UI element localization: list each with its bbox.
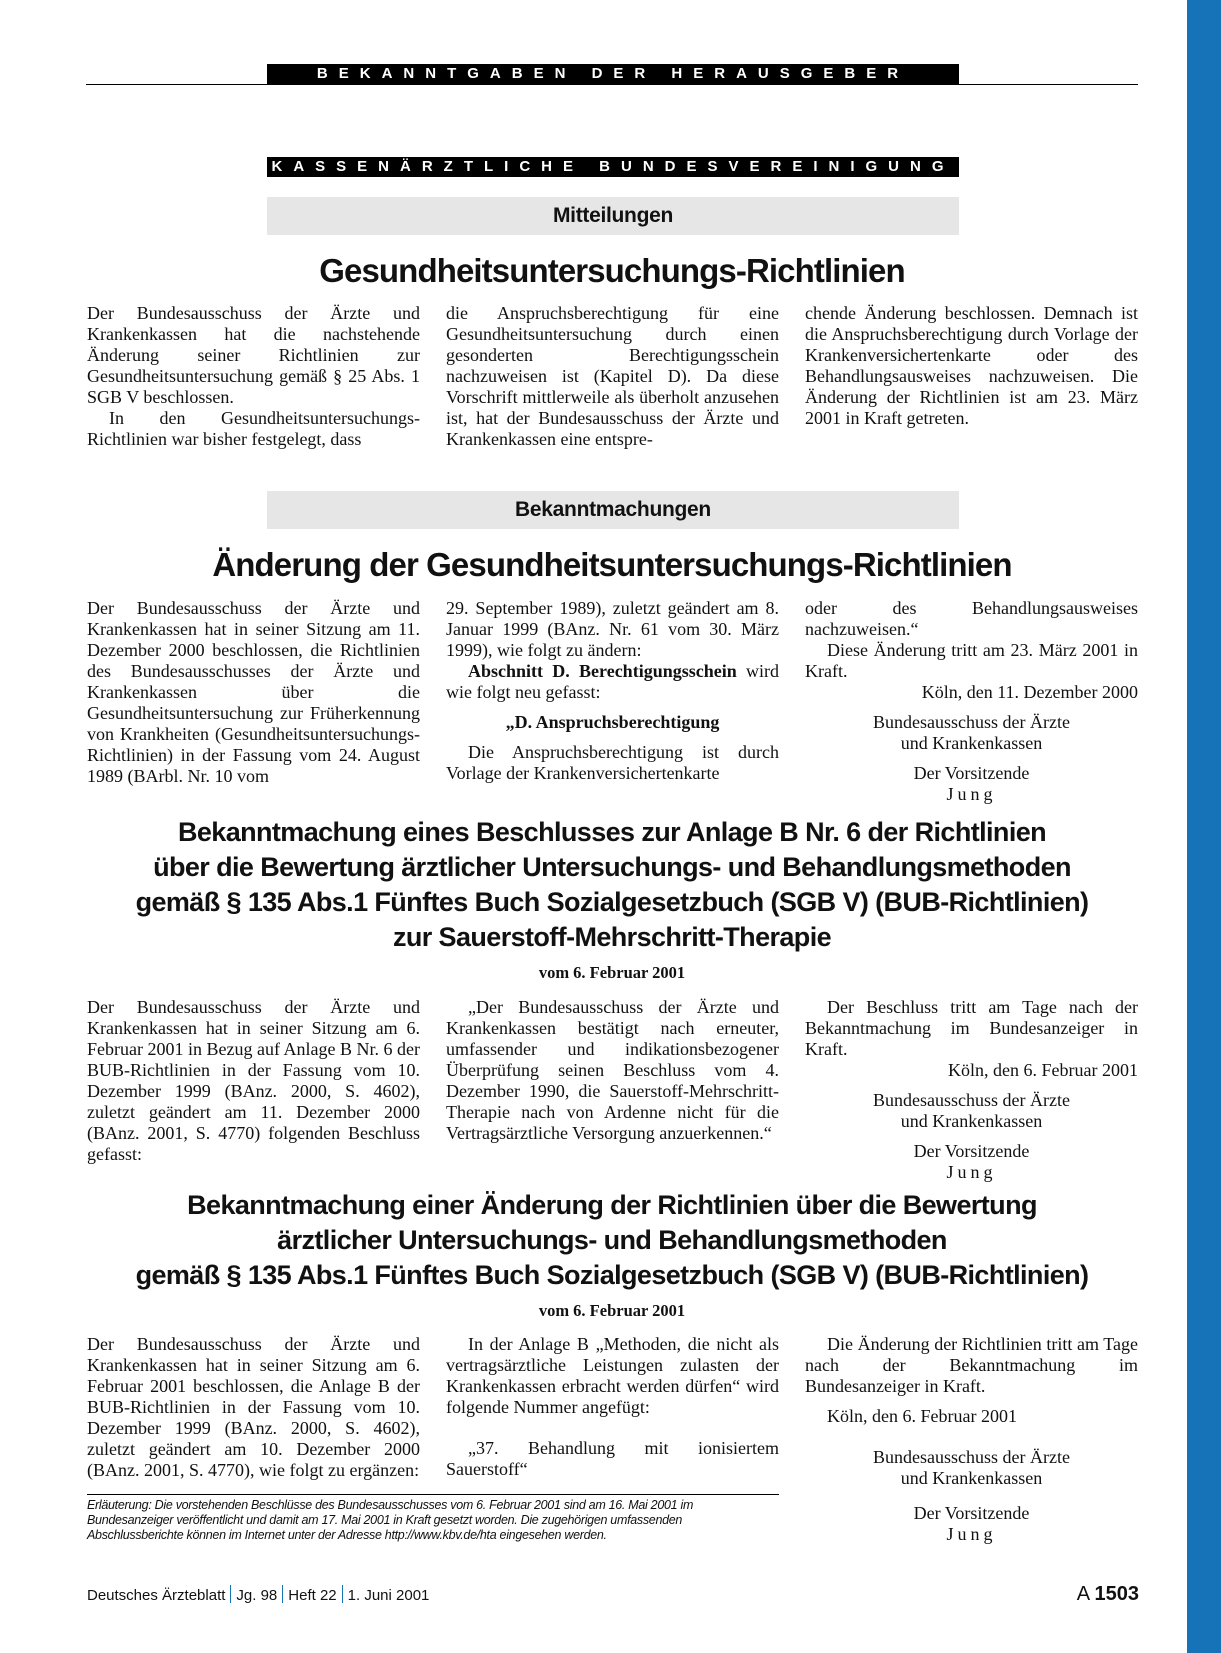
title-line: ärztlicher Untersuchungs- und Behandlungsmethoden — [277, 1225, 947, 1255]
signature-org-line-2: und Krankenkassen — [900, 1111, 1043, 1131]
signature-role: Der Vorsitzende — [913, 1503, 1030, 1523]
signature-org-line-1: Bundesausschuss der Ärzte — [873, 1447, 1070, 1467]
paragraph: Der Bundesausschuss der Ärzte und Krankenkassen hat in seiner Sitzung am 6. Februar 2001 beschlossen, die Anlage B der BUB-Richtlinien in der Fassung vom 10. Dezember 1999 (BAnz. 2000, S. 4602), zuletzt geändert am 10. Dezember 2000 (BAnz. 2001, S. 4770), wie folgt zu ergänzen: — [87, 1334, 420, 1480]
title-line: Bekanntmachung eines Beschlusses zur Anlage B Nr. 6 der Richtlinien — [177, 817, 1047, 847]
article3-column-3 — [805, 997, 1138, 1183]
signature-name: Jung — [946, 1524, 997, 1544]
issue: Heft 22 — [288, 1587, 337, 1604]
volume: Jg. 98 — [236, 1587, 278, 1604]
signature-org-line-2: und Krankenkassen — [900, 1468, 1043, 1488]
section-label-mitteilungen: Mitteilungen — [267, 197, 959, 235]
page-prefix: A — [1076, 1583, 1089, 1605]
header-rule — [86, 84, 1138, 85]
article4-column-2 — [446, 1334, 779, 1480]
paragraph: Der Beschluss tritt am Tage nach der Bekanntmachung im Bundesanzeiger in Kraft. — [805, 997, 1138, 1059]
signature-name: Jung — [946, 1162, 997, 1182]
footer-divider — [342, 1585, 343, 1603]
article3-column-1 — [87, 997, 420, 1165]
signature-role: Der Vorsitzende — [913, 1141, 1030, 1161]
paragraph: chende Änderung beschlossen. Demnach ist die Anspruchsberechtigung durch Vorlage der Krankenversichertenkarte oder des Behandlungsausweises nachzuweisen. Die Änderung der Richtlinien ist am 23. März 2001 in Kraft getreten. — [805, 303, 1138, 428]
footer-divider — [230, 1585, 231, 1603]
journal-name: Deutsches Ärzteblatt — [87, 1587, 226, 1604]
side-color-bar — [1187, 0, 1221, 1653]
article3-date: vom 6. Februar 2001 — [538, 963, 686, 982]
bold-heading: Abschnitt D. Berechtigungsschein — [468, 661, 737, 681]
article2-column-2 — [446, 598, 779, 784]
paragraph: Die Änderung der Richtlinien tritt am Tage nach der Bekanntmachung im Bundesanzeiger in Kraft. — [805, 1334, 1138, 1396]
paragraph-rest: wird wie folgt neu gefasst: — [446, 661, 779, 702]
page-footer — [87, 1583, 1139, 1606]
title-line: Bekanntmachung einer Änderung der Richtlinien über die Bewertung — [187, 1190, 1037, 1220]
paragraph: In der Anlage B „Methoden, die nicht als vertragsärztliche Leistungen zulasten der Krankenkassen erbracht werden dürfen“ wird folgende Nummer angefügt: — [446, 1334, 779, 1417]
article-title-2: Änderung der Gesundheitsuntersuchungs-Richtlinien — [212, 546, 1012, 583]
paragraph: Der Bundesausschuss der Ärzte und Krankenkassen hat die nachstehende Änderung seiner Richtlinien zur Gesundheitsuntersuchung gemäß § 25 Abs. 1 SGB V beschlossen. — [87, 303, 420, 407]
signature-org-line-1: Bundesausschuss der Ärzte — [873, 712, 1070, 732]
place-date: Köln, den 6. Februar 2001 — [827, 1406, 1017, 1426]
article1-column-1 — [87, 303, 420, 450]
paragraph: Der Bundesausschuss der Ärzte und Krankenkassen hat in seiner Sitzung am 11. Dezember 2000 beschlossen, die Richtlinien des Bundesausschusses der Ärzte und Krankenkassen über die Gesundheitsuntersuchung zur Früherkennung von Krankheiten (Gesundheitsuntersuchungs-Richtlinien) in der Fassung vom 24. August 1989 (BArbl. Nr. 10 vom — [87, 598, 420, 786]
signature-role: Der Vorsitzende — [913, 763, 1030, 783]
article-title-4 — [86, 1188, 1138, 1293]
title-line: gemäß § 135 Abs.1 Fünftes Buch Sozialgesetzbuch (SGB V) (BUB-Richtlinien) — [135, 887, 1089, 917]
article4-column-1 — [87, 1334, 420, 1481]
subsection-heading: „D. Anspruchsberechtigung — [505, 712, 720, 732]
title-line: zur Sauerstoff-Mehrschritt-Therapie — [392, 922, 832, 952]
footnote: Erläuterung: Die vorstehenden Beschlüsse des Bundesausschusses vom 6. Februar 2001 sind am 16. Mai 2001 im Bundesanzeiger veröffentlicht und damit am 17. Mai 2001 in Kraft gesetzt worden. Die zugehörigen umfassenden Abschlussberichte können im Internet unter der Adresse http://www.kbv.de/hta eingesehen werden. — [87, 1494, 779, 1543]
footer-citation — [87, 1585, 429, 1604]
paragraph: In den Gesundheitsuntersuchungs-Richtlinien war bisher festgelegt, dass — [87, 408, 420, 449]
title-line: über die Bewertung ärztlicher Untersuchungs- und Behandlungsmethoden — [153, 852, 1071, 882]
section-label-bekanntmachungen: Bekanntmachungen — [267, 491, 959, 529]
page-number — [1077, 1583, 1139, 1606]
article3-column-2 — [446, 997, 779, 1144]
paragraph: die Anspruchsberechtigung für eine Gesundheitsuntersuchung durch einen gesonderten Berechtigungsschein nachzuweisen ist (Kapitel D). Da diese Vorschrift mittlerweile als überholt anzusehen ist, hat der Bundesausschuss der Ärzte und Krankenkassen eine entspre- — [446, 303, 779, 449]
section-kicker: BEKANNTGABEN DER HERAUSGEBER — [267, 64, 959, 84]
issue-date: 1. Juni 2001 — [347, 1587, 430, 1604]
page-number-value: 1503 — [1094, 1583, 1139, 1605]
signature-org-line-1: Bundesausschuss der Ärzte — [873, 1090, 1070, 1110]
signature-name: Jung — [946, 784, 997, 804]
paragraph: 29. September 1989), zuletzt geändert am 8. Januar 1999 (BAnz. Nr. 61 vom 30. März 1999), wie folgt zu ändern: — [446, 598, 779, 660]
article-title-3 — [86, 815, 1138, 955]
article-title-1: Gesundheitsuntersuchungs-Richtlinien — [319, 252, 905, 289]
organization-kicker: KASSENÄRZTLICHE BUNDESVEREINIGUNG — [267, 157, 959, 177]
article4-date: vom 6. Februar 2001 — [538, 1301, 686, 1320]
article2-column-3 — [805, 598, 1138, 805]
paragraph: Der Bundesausschuss der Ärzte und Krankenkassen hat in seiner Sitzung am 6. Februar 2001 in Bezug auf Anlage B Nr. 6 der BUB-Richtlinien in der Fassung vom 10. Dezember 1999 (BAnz. 2000, S. 4602), zuletzt geändert am 11. Dezember 2000 (BAnz. 2001, S. 4770) folgenden Beschluss gefasst: — [87, 997, 420, 1164]
paragraph: Die Anspruchsberechtigung ist durch Vorlage der Krankenversichertenkarte — [446, 742, 779, 783]
place-date: Köln, den 11. Dezember 2000 — [921, 682, 1138, 702]
article2-column-1 — [87, 598, 420, 787]
footer-divider — [282, 1585, 283, 1603]
paragraph: Diese Änderung tritt am 23. März 2001 in Kraft. — [805, 640, 1138, 681]
paragraph: „Der Bundesausschuss der Ärzte und Krankenkassen bestätigt nach erneuter, umfassender und indikationsbezogener Überprüfung seinen Beschluss vom 4. Dezember 1990, die Sauerstoff-Mehrschritt-Therapie nach von Ardenne nicht für die Vertragsärztliche Versorgung anzuerkennen.“ — [446, 997, 779, 1143]
paragraph — [446, 661, 779, 703]
list-item: „37. Behandlung mit ionisiertem Sauerstoff“ — [446, 1438, 779, 1479]
article1-column-3 — [805, 303, 1138, 429]
title-line: gemäß § 135 Abs.1 Fünftes Buch Sozialgesetzbuch (SGB V) (BUB-Richtlinien) — [135, 1260, 1089, 1290]
paragraph: oder des Behandlungsausweises nachzuweisen.“ — [805, 598, 1138, 639]
signature-org-line-2: und Krankenkassen — [900, 733, 1043, 753]
article1-column-2 — [446, 303, 779, 450]
place-date: Köln, den 6. Februar 2001 — [948, 1060, 1138, 1080]
article4-column-3 — [805, 1334, 1138, 1545]
